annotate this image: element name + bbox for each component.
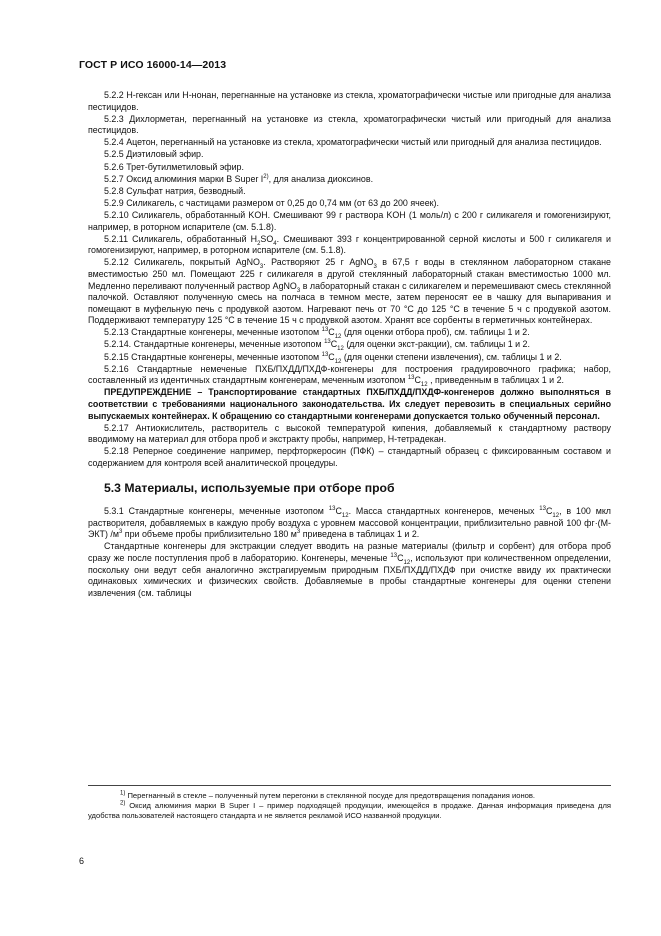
text: C (414, 375, 421, 386)
paragraph-5-2-9: 5.2.9 Силикагель, с частицами размером от 0,25 до 0,74 мм (от 63 до 200 ячеек). (104, 197, 439, 208)
text: , используют при количественном определении, поскольку они ведут себя аналогично экстрагируемым природным ПХБ/ПХДД/ПХДФ при очистке ввиду их практически одинаковых химических и физических свойств. Добавляемые в пробы стандартные конгенеры для оценки степени извлечения (см. таблицы (88, 552, 611, 598)
text: C (397, 552, 404, 563)
text: SO (260, 233, 274, 244)
text: 5.2.13 Стандартные конгенеры, меченные изотопом (104, 327, 322, 338)
paragraph-5-2-17: 5.2.17 Антиокислитель, растворитель с высокой температурой кипения, добавляемый к стандартному раствору вводимому на материал для отбора проб и экстракту пробы, например, Н-тетрадекан. (88, 422, 611, 445)
paragraph-5-2-13 (88, 327, 611, 339)
text: C (330, 339, 338, 350)
text: , для анализа диоксинов. (268, 173, 374, 184)
text: 5.2.16 Стандартные немеченые ПХБ/ПХДД/ПХДФ-конгенеры для построения градуировочного графика; набор, составленный из идентичных стандартным конгенерам, меченным изотопом (88, 363, 611, 386)
superscript: 13 (407, 375, 415, 382)
text: (для оценки степени извлечения), см. таблицы 1 и 2. (341, 351, 562, 362)
paragraph-5-2-18: 5.2.18 Реперное соединение например, перфторкеросин (ПФК) – стандартный образец с фиксированным составом и содержанием для контроля всей аналитической процедуры. (88, 446, 611, 468)
paragraph-5-2-5: 5.2.5 Диэтиловый эфир. (104, 149, 204, 160)
section-heading-5-3: 5.3 Материалы, используемые при отборе проб (104, 480, 395, 495)
text: C (545, 506, 553, 517)
subscript: 12 (552, 512, 560, 519)
warning-paragraph: ПРЕДУПРЕЖДЕНИЕ – Транспортирование стандартных ПХБ/ПХДД/ПХДФ-конгенеров должно выполняться в соответствии с требованиями национального законодательства. Их следует перевозить в специальных серийно выпускаемых контейнерах. К обращению со стандартными конгенерами допускается только обученный персонал. (88, 387, 611, 421)
text: при объеме пробы приблизительно 180 м (122, 529, 297, 540)
text: C (328, 351, 335, 362)
footnote-2 (88, 801, 611, 821)
superscript: 3 (118, 529, 123, 536)
text: 5.2.11 Силикагель, обработанный H (104, 233, 258, 244)
subscript: 12 (420, 382, 428, 389)
text: в лабораторный стакан с силикагелем и перемешивают смесь стеклянной палочкой. Оставляют полученную смесь на полчаса в темном месте, затем переносят ее в чашку для выпаривания и помещают в муфельную печь с продувкой азотом. Нагревают печь от 70 °C до 125 °C в течение 5 ч с продувкой азотом. Поддерживают температуру 125 °C в течение 15 ч с продувкой азотом. Хранят все сорбенты в герметичных контейнерах. (88, 280, 611, 326)
text: , в 100 мкл растворителя, добавляемых в каждую пробу воздуха с уровнем массовой концентрации, приблизительно равной 100 фг·(М-ЭКТ) /м (88, 506, 611, 540)
superscript: 13 (321, 351, 329, 358)
text: 5.2.12 Силикагель, покрытый AgNO (104, 257, 260, 268)
paragraph-5-3-1 (88, 506, 611, 541)
text: . Растворяют 25 г AgNO (263, 257, 374, 268)
text: 5.2.7 Оксид алюминия марки В Super I (104, 173, 264, 184)
superscript: 13 (321, 327, 329, 334)
footnote-marker: 1) (120, 790, 126, 797)
paragraph-5-2-16 (88, 364, 611, 387)
text: . Смешивают 393 г концентрированной серной кислоты и 500 г силикагеля и гомогенизируют, например, в роторном испарителе (см. 5.1.8). (88, 233, 612, 256)
paragraph-5-2-12 (88, 257, 611, 327)
standard-header: ГОСТ Р ИСО 16000-14—2013 (79, 59, 227, 71)
subscript: 3 (296, 287, 301, 294)
superscript: 3 (296, 529, 301, 536)
subscript: 12 (337, 346, 344, 353)
superscript: 13 (390, 553, 398, 559)
subscript: 3 (259, 264, 264, 271)
paragraph-5-3-1-extraction (88, 541, 611, 599)
subscript: 4 (273, 240, 277, 247)
footnotes (88, 791, 611, 820)
footnote-text: Перегнанный в стекле – полученный путем перегонки в стеклянной посуде для предотвращения попадания ионов. (125, 791, 536, 800)
subscript: 12 (341, 512, 349, 519)
text: C (328, 327, 335, 338)
footnote-ref: 2) (263, 173, 269, 180)
text: 5.2.14. Стандартные конгенеры, меченные изотопом (104, 339, 325, 350)
text: 5.3.1 Стандартные конгенеры, меченные изотопом (104, 506, 329, 517)
document-body (88, 90, 611, 599)
footnote-1 (88, 791, 611, 801)
paragraph-5-2-14 (88, 339, 611, 351)
text: в 67,5 г воды в стеклянном лабораторном стакане вместимостью 250 мл. Помещают 225 г силикагеля в другой стеклянный лабораторный стакан вместимостью 1000 мл. Медленно переливают полученный раствор AgNO (88, 257, 611, 291)
paragraph-5-2-8: 5.2.8 Сульфат натрия, безводный. (104, 185, 246, 196)
subscript: 12 (334, 358, 342, 365)
subscript: 2 (257, 240, 261, 247)
paragraph-5-2-7 (88, 174, 611, 186)
text: (для оценки экст-ракции), см. таблицы 1 и 2. (343, 339, 530, 350)
footnote-divider (88, 785, 611, 786)
superscript: 13 (324, 339, 331, 346)
paragraph-5-2-11 (88, 234, 611, 257)
subscript: 3 (373, 264, 377, 271)
subscript: 12 (334, 334, 342, 341)
text: , приведенным в таблицах 1 и 2. (427, 375, 564, 386)
superscript: 13 (539, 506, 546, 513)
text: . Масса стандартных конгенеров, меченых (348, 506, 540, 517)
superscript: 13 (328, 506, 336, 513)
paragraph-5-2-2: 5.2.2 Н-гексан или Н-нонан, перегнанные на установке из стекла, хроматографически чистые или пригодные для анализа пестицидов. (88, 90, 611, 112)
paragraph-5-2-3: 5.2.3 Дихлорметан, перегнанный на установке из стекла, хроматографически чистый или пригодный для анализа пестицидов. (88, 113, 611, 136)
text: приведена в таблицах 1 и 2. (300, 529, 420, 540)
paragraph-5-2-4: 5.2.4 Ацетон, перегнанный на установке из стекла, хроматографически чистый или пригодный для анализа пестицидов. (104, 137, 602, 148)
subscript: 12 (403, 559, 411, 566)
footnote-marker: 2) (120, 800, 126, 807)
text: 5.2.15 Стандартные конгенеры, меченные изотопом (104, 351, 322, 362)
footnote-text: Оксид алюминия марки В Super I – пример подходящей продукции, имеющейся в продаже. Данная информация приведена для удобства пользователей настоящего стандарта и не является рекламой ИСО названной продукции. (88, 800, 611, 820)
text: Стандартные конгенеры для экстракции следует вводить на разные материалы (фильтр и сорбент) для отбора проб сразу же после поступления проб в лабораторию. Конгенеры, меченые (88, 541, 611, 563)
page-number: 6 (79, 856, 85, 866)
paragraph-5-2-6: 5.2.6 Трет-бутилметиловый эфир. (104, 161, 244, 172)
paragraph-5-2-10: 5.2.10 Силикагель, обработанный KOH. Смешивают 99 г раствора KOH (1 моль/л) с 200 г силикагеля и гомогенизируют, например, в роторном испарителе (см. 5.1.8). (88, 209, 611, 232)
text: (для оценки отбора проб), см. таблицы 1 и 2. (341, 327, 530, 338)
text: C (335, 506, 342, 517)
paragraph-5-2-15 (88, 352, 611, 364)
